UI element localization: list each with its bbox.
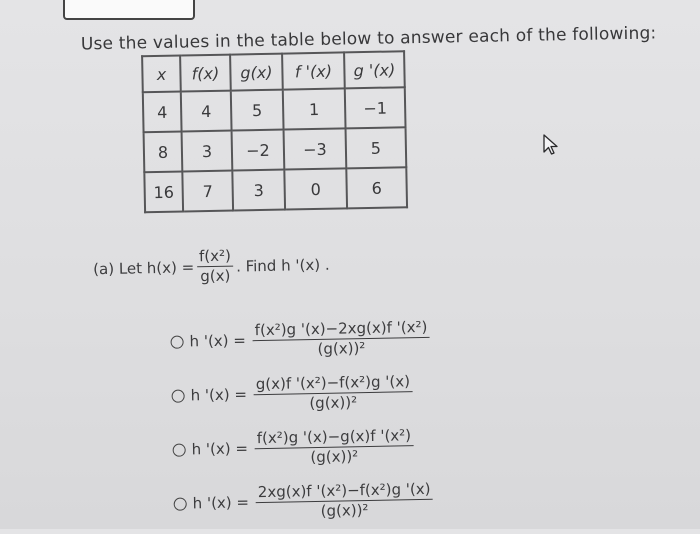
table-header-cell: f(x) bbox=[180, 55, 231, 92]
table-cell: 5 bbox=[231, 90, 284, 131]
table-cell: 16 bbox=[144, 172, 183, 213]
option-fraction bbox=[254, 373, 413, 413]
table-cell: 0 bbox=[284, 168, 347, 209]
option-denominator: (g(x))² bbox=[317, 338, 366, 358]
answer-option-4[interactable] bbox=[173, 472, 436, 531]
mouse-pointer-icon bbox=[541, 133, 561, 157]
table-cell: 4 bbox=[143, 92, 182, 133]
table-cell: −2 bbox=[232, 130, 285, 171]
option-numerator: g(x)f '(x²)−f(x²)g '(x) bbox=[254, 373, 413, 395]
radio-unselected-icon[interactable] bbox=[174, 497, 187, 510]
option-numerator: f(x²)g '(x)−2xg(x)f '(x²) bbox=[253, 318, 430, 340]
option-lhs: h '(x) = bbox=[189, 331, 247, 351]
answer-option-2[interactable] bbox=[171, 364, 434, 423]
option-fraction bbox=[255, 427, 414, 467]
radio-unselected-icon[interactable] bbox=[170, 335, 183, 348]
table-header-cell: g '(x) bbox=[344, 51, 405, 88]
h-numerator: f(x²) bbox=[197, 248, 233, 268]
table-cell: −3 bbox=[284, 128, 347, 169]
table-header-cell: x bbox=[142, 56, 181, 93]
option-fraction bbox=[256, 480, 433, 520]
table-cell: 6 bbox=[346, 167, 407, 208]
option-denominator: (g(x))² bbox=[320, 500, 369, 520]
option-fraction bbox=[253, 318, 430, 358]
option-denominator: (g(x))² bbox=[310, 446, 359, 466]
part-a-question bbox=[93, 246, 330, 288]
table-row bbox=[143, 87, 406, 132]
table-header-cell: g(x) bbox=[230, 54, 283, 91]
h-denominator: g(x) bbox=[200, 266, 231, 286]
option-lhs: h '(x) = bbox=[190, 385, 248, 405]
part-a-prefix: (a) Let h(x) = bbox=[93, 257, 195, 278]
table-cell: 3 bbox=[182, 131, 233, 172]
option-lhs: h '(x) = bbox=[192, 493, 250, 513]
table-header-cell: f '(x) bbox=[282, 52, 345, 89]
h-fraction bbox=[197, 248, 234, 286]
table-cell: 4 bbox=[181, 91, 232, 132]
radio-unselected-icon[interactable] bbox=[172, 389, 185, 402]
table-cell: 3 bbox=[232, 170, 285, 211]
option-numerator: 2xg(x)f '(x²)−f(x²)g '(x) bbox=[256, 480, 433, 502]
table-cell: 8 bbox=[144, 132, 183, 173]
answer-option-1[interactable] bbox=[170, 310, 433, 369]
table-row bbox=[144, 127, 407, 172]
table-cell: 1 bbox=[283, 88, 346, 129]
table-row bbox=[144, 167, 407, 212]
instruction-text: Use the values in the table below to answer each of the following: bbox=[80, 23, 657, 55]
table-header-row bbox=[142, 51, 405, 92]
values-table bbox=[141, 50, 408, 213]
option-numerator: f(x²)g '(x)−g(x)f '(x²) bbox=[255, 427, 414, 449]
answer-options bbox=[170, 310, 436, 531]
table-cell: 5 bbox=[346, 127, 407, 168]
option-denominator: (g(x))² bbox=[309, 392, 358, 412]
table-cell: −1 bbox=[345, 87, 406, 128]
option-lhs: h '(x) = bbox=[191, 439, 249, 459]
answer-option-3[interactable] bbox=[172, 418, 435, 477]
radio-unselected-icon[interactable] bbox=[173, 443, 186, 456]
table-cell: 7 bbox=[182, 171, 233, 212]
part-a-suffix: . Find h '(x) . bbox=[235, 255, 330, 276]
